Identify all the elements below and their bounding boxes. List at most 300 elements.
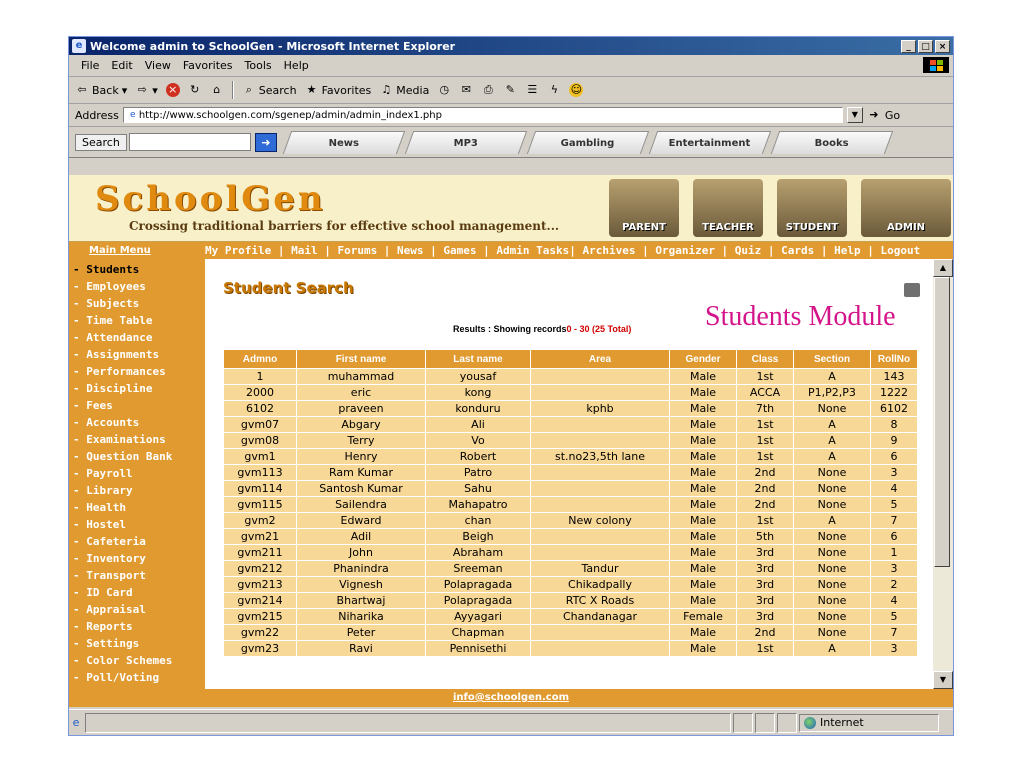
status-cell	[777, 713, 797, 733]
teacher-role-link[interactable]	[693, 179, 763, 237]
bullet-dash: -	[73, 348, 87, 361]
sidebar-item-label: Hostel	[86, 518, 126, 531]
table-cell: Ravi	[297, 641, 426, 657]
table-cell: Male	[670, 593, 737, 609]
table-cell: 6	[871, 529, 918, 545]
table-cell: 1st	[737, 513, 794, 529]
bullet-dash: -	[73, 280, 87, 293]
table-cell: Adil	[297, 529, 426, 545]
menu-view[interactable]: View	[144, 59, 171, 72]
bullet-dash: -	[73, 586, 87, 599]
table-cell: gvm211	[224, 545, 297, 561]
scroll-thumb[interactable]	[934, 277, 950, 567]
home-icon[interactable]: ⌂	[213, 83, 221, 96]
sidebar-item-employees[interactable]	[69, 278, 205, 295]
sidebar-item-label: Attendance	[86, 331, 153, 344]
sidebar-item-subjects[interactable]	[69, 295, 205, 312]
table-cell: None	[794, 497, 871, 513]
table-cell: 6	[871, 449, 918, 465]
minimize-button[interactable]: _	[901, 40, 916, 53]
table-cell: ACCA	[737, 385, 794, 401]
table-cell: Edward	[297, 513, 426, 529]
top-nav	[69, 242, 953, 259]
table-cell: muhammad	[297, 369, 426, 385]
table-cell: 1222	[871, 385, 918, 401]
sidebar-item-color-schemes[interactable]	[69, 652, 205, 669]
table-row[interactable]	[224, 513, 918, 529]
parent-role-label: PARENT	[622, 222, 666, 233]
bullet-dash: -	[73, 399, 87, 412]
table-cell: Beigh	[426, 529, 531, 545]
table-cell: gvm212	[224, 561, 297, 577]
column-header[interactable]: Gender	[670, 350, 737, 369]
table-cell: Polapragada	[426, 593, 531, 609]
table-cell: 2nd	[737, 465, 794, 481]
table-cell: 1st	[737, 369, 794, 385]
sidebar-item-attendance[interactable]	[69, 329, 205, 346]
table-cell: Male	[670, 545, 737, 561]
table-cell: Ayyagari	[426, 609, 531, 625]
sidebar-item-cafeteria[interactable]	[69, 533, 205, 550]
table-cell: gvm113	[224, 465, 297, 481]
student-role-label: STUDENT	[785, 222, 839, 233]
table-cell: gvm214	[224, 593, 297, 609]
messenger-icon[interactable]: ☺	[570, 83, 583, 96]
table-cell: gvm215	[224, 609, 297, 625]
table-cell	[531, 625, 670, 641]
table-cell: A	[794, 417, 871, 433]
bullet-dash: -	[73, 297, 87, 310]
table-cell: Ali	[426, 417, 531, 433]
sidebar-item-label: Students	[86, 263, 140, 276]
table-cell: Polapragada	[426, 577, 531, 593]
tab-news-label: News	[328, 137, 359, 148]
table-cell: Sahu	[426, 481, 531, 497]
bullet-dash: -	[73, 382, 87, 395]
table-cell: 3	[871, 641, 918, 657]
status-cell	[755, 713, 775, 733]
browser-window	[68, 36, 954, 736]
window-title: Welcome admin to SchoolGen - Microsoft Internet Explorer	[90, 39, 456, 53]
sidebar-item-library[interactable]	[69, 482, 205, 499]
lightning-icon[interactable]: ϟ	[550, 83, 558, 96]
table-cell: Mahapatro	[426, 497, 531, 513]
sidebar-item-label: Employees	[86, 280, 146, 293]
table-cell: Male	[670, 577, 737, 593]
table-cell: 4	[871, 593, 918, 609]
sidebar-item-fees[interactable]	[69, 397, 205, 414]
column-header[interactable]: Section	[794, 350, 871, 369]
search-label: Search	[258, 83, 297, 97]
table-cell: None	[794, 561, 871, 577]
tab-mp3-label: MP3	[453, 137, 478, 148]
page-icon: e	[130, 110, 136, 120]
sidebar-item-label: Inventory	[86, 552, 146, 565]
table-row[interactable]	[224, 593, 918, 609]
sidebar-item-label: Transport	[86, 569, 146, 582]
tab-gambling[interactable]	[527, 131, 649, 154]
sidebar-item-id-card[interactable]	[69, 584, 205, 601]
table-cell: 6102	[871, 401, 918, 417]
sidebar-item-question-bank[interactable]	[69, 448, 205, 465]
table-cell: A	[794, 449, 871, 465]
menu-tools[interactable]: Tools	[244, 59, 272, 72]
tab-gambling-label: Gambling	[560, 137, 615, 148]
sidebar-menu	[69, 259, 205, 689]
table-cell: Chandanagar	[531, 609, 670, 625]
sidebar-item-poll-voting[interactable]	[69, 669, 205, 686]
table-cell: P1,P2,P3	[794, 385, 871, 401]
table-cell: Phanindra	[297, 561, 426, 577]
media-button[interactable]	[379, 83, 429, 97]
main-menu-link[interactable]: Main Menu	[89, 245, 151, 256]
bullet-dash: -	[73, 314, 87, 327]
sidebar-item-payroll[interactable]	[69, 465, 205, 482]
table-cell: gvm22	[224, 625, 297, 641]
tab-entertainment-label: Entertainment	[668, 137, 751, 148]
table-cell: 143	[871, 369, 918, 385]
table-cell: 2nd	[737, 625, 794, 641]
table-cell	[531, 545, 670, 561]
table-cell: 7	[871, 625, 918, 641]
sidebar-item-inventory[interactable]	[69, 550, 205, 567]
table-cell: kphb	[531, 401, 670, 417]
results-label: Results : Showing records	[453, 324, 567, 334]
windows-logo-icon	[923, 57, 949, 73]
favorites-icon: ★	[306, 83, 317, 96]
address-bar	[69, 104, 953, 127]
site-logo[interactable]: SchoolGen	[95, 179, 326, 219]
table-row[interactable]	[224, 609, 918, 625]
table-row[interactable]	[224, 561, 918, 577]
table-cell: 8	[871, 417, 918, 433]
menu-file[interactable]: File	[81, 59, 100, 72]
edit-icon[interactable]: ✎	[505, 83, 515, 96]
bullet-dash: -	[73, 365, 87, 378]
column-header[interactable]: First name	[297, 350, 426, 369]
sidebar-item-label: Performances	[86, 365, 166, 378]
table-cell: A	[794, 513, 871, 529]
column-header[interactable]: Area	[531, 350, 670, 369]
table-cell: A	[794, 641, 871, 657]
scroll-down-button[interactable]: ▼	[933, 671, 953, 689]
table-cell: 7	[871, 513, 918, 529]
table-cell: 5	[871, 497, 918, 513]
table-cell: Male	[670, 561, 737, 577]
tab-books[interactable]	[771, 131, 893, 154]
sidebar-item-assignments[interactable]	[69, 346, 205, 363]
sidebar-item-appraisal[interactable]	[69, 601, 205, 618]
table-cell: None	[794, 577, 871, 593]
tab-news[interactable]	[283, 131, 405, 154]
table-cell: A	[794, 369, 871, 385]
close-button[interactable]: ×	[935, 40, 950, 53]
sidebar-item-reports[interactable]	[69, 618, 205, 635]
table-cell	[531, 529, 670, 545]
menu-bar	[69, 55, 953, 77]
table-cell: gvm115	[224, 497, 297, 513]
sidebar-item-settings[interactable]	[69, 635, 205, 652]
table-cell: gvm08	[224, 433, 297, 449]
table-cell: 3rd	[737, 545, 794, 561]
sidebar-item-label: Subjects	[86, 297, 140, 310]
menu-help[interactable]: Help	[283, 59, 309, 72]
table-cell: None	[794, 545, 871, 561]
column-header[interactable]: Class	[737, 350, 794, 369]
table-cell: None	[794, 625, 871, 641]
printer-icon[interactable]	[904, 283, 920, 297]
table-cell: Ram Kumar	[297, 465, 426, 481]
tab-mp3[interactable]	[405, 131, 527, 154]
table-row[interactable]	[224, 481, 918, 497]
sidebar-item-label: Settings	[86, 637, 140, 650]
scroll-up-button[interactable]: ▲	[933, 259, 953, 277]
table-cell	[531, 433, 670, 449]
bullet-dash: -	[73, 620, 87, 633]
table-cell: 2nd	[737, 497, 794, 513]
table-cell: Male	[670, 481, 737, 497]
search-button[interactable]	[242, 83, 297, 97]
sidebar-item-health[interactable]	[69, 499, 205, 516]
sidebar-item-label: Health	[86, 501, 126, 514]
table-row[interactable]	[224, 417, 918, 433]
table-cell: Peter	[297, 625, 426, 641]
table-row[interactable]	[224, 497, 918, 513]
top-nav-links[interactable]: My Profile | Mail | Forums | News | Games | Admin Tasks| Archives | Organizer | Quiz | Cards | Help | Logout	[205, 244, 921, 257]
table-cell: Abraham	[426, 545, 531, 561]
site-tagline: Crossing traditional barriers for effective school management...	[129, 219, 560, 233]
table-cell: None	[794, 465, 871, 481]
table-row[interactable]	[224, 385, 918, 401]
table-cell: gvm07	[224, 417, 297, 433]
bullet-dash: -	[73, 603, 87, 616]
bullet-dash: -	[73, 654, 87, 667]
table-cell: Bhartwaj	[297, 593, 426, 609]
table-cell: Male	[670, 433, 737, 449]
table-cell	[531, 417, 670, 433]
table-cell: gvm114	[224, 481, 297, 497]
parent-role-link[interactable]	[609, 179, 679, 237]
bullet-dash: -	[73, 535, 87, 548]
page-title: Student Search	[223, 279, 354, 297]
table-cell: gvm213	[224, 577, 297, 593]
sidebar-item-hostel[interactable]	[69, 516, 205, 533]
forward-button[interactable]	[135, 83, 158, 97]
back-button[interactable]	[75, 83, 127, 97]
table-cell: 1	[224, 369, 297, 385]
sidebar-item-accounts[interactable]	[69, 414, 205, 431]
history-icon[interactable]: ◷	[439, 83, 450, 96]
address-dropdown-button[interactable]: ▼	[847, 107, 863, 123]
print-icon[interactable]: ⎙	[483, 83, 493, 96]
mail-icon[interactable]: ✉	[461, 83, 471, 96]
search-toolbar-input[interactable]	[129, 133, 251, 151]
title-bar	[69, 37, 953, 55]
table-cell: Male	[670, 513, 737, 529]
menu-favorites[interactable]: Favorites	[182, 59, 233, 72]
teacher-role-label: TEACHER	[702, 222, 754, 233]
table-cell: 4	[871, 481, 918, 497]
bullet-dash: -	[73, 450, 87, 463]
table-cell: Tandur	[531, 561, 670, 577]
search-toolbar-label: Search	[75, 134, 127, 151]
table-cell: None	[794, 609, 871, 625]
table-cell: Terry	[297, 433, 426, 449]
table-cell: Male	[670, 369, 737, 385]
table-cell: Patro	[426, 465, 531, 481]
table-cell: 5	[871, 609, 918, 625]
table-cell: None	[794, 481, 871, 497]
sidebar-item-performances[interactable]	[69, 363, 205, 380]
table-cell	[531, 385, 670, 401]
sidebar-item-examinations[interactable]	[69, 431, 205, 448]
refresh-icon[interactable]: ↻	[190, 83, 200, 96]
tab-books-label: Books	[814, 137, 849, 148]
bullet-dash: -	[73, 416, 87, 429]
table-cell: Male	[670, 401, 737, 417]
table-cell: Sreeman	[426, 561, 531, 577]
status-cell	[733, 713, 753, 733]
address-input[interactable]	[123, 107, 843, 123]
maximize-button[interactable]: □	[918, 40, 933, 53]
admin-role-link[interactable]	[861, 179, 951, 237]
address-label: Address	[75, 108, 119, 122]
bullet-dash: -	[73, 552, 87, 565]
back-label: Back	[92, 83, 119, 97]
table-cell: New colony	[531, 513, 670, 529]
table-cell: 3rd	[737, 577, 794, 593]
page-status-icon: e	[72, 715, 80, 729]
table-row[interactable]	[224, 401, 918, 417]
standard-toolbar	[69, 77, 953, 104]
table-row[interactable]	[224, 577, 918, 593]
table-cell: 1st	[737, 417, 794, 433]
table-row[interactable]	[224, 433, 918, 449]
discuss-icon[interactable]: ☰	[527, 83, 538, 96]
table-cell: Vo	[426, 433, 531, 449]
table-cell: Male	[670, 449, 737, 465]
table-row[interactable]	[224, 625, 918, 641]
table-cell	[531, 369, 670, 385]
search-icon: ⌕	[245, 83, 252, 96]
bullet-dash: -	[73, 263, 87, 276]
sidebar-item-transport[interactable]	[69, 567, 205, 584]
table-row[interactable]	[224, 545, 918, 561]
table-cell: praveen	[297, 401, 426, 417]
sidebar-item-label: Fees	[86, 399, 113, 412]
sidebar-item-label: Reports	[86, 620, 133, 633]
table-cell: Sailendra	[297, 497, 426, 513]
table-cell: 3rd	[737, 561, 794, 577]
table-cell: 3rd	[737, 609, 794, 625]
stop-icon[interactable]: ×	[166, 83, 180, 97]
results-summary	[453, 324, 631, 334]
sidebar-item-label: ID Card	[86, 586, 133, 599]
bullet-dash: -	[73, 569, 87, 582]
table-cell: Henry	[297, 449, 426, 465]
bullet-dash: -	[73, 433, 87, 446]
table-cell: Robert	[426, 449, 531, 465]
column-header[interactable]: Last name	[426, 350, 531, 369]
sidebar-item-students[interactable]	[69, 261, 205, 278]
table-cell: 5th	[737, 529, 794, 545]
sidebar-item-label: Library	[86, 484, 133, 497]
footer-email-link[interactable]: info@schoolgen.com	[69, 689, 953, 707]
go-label[interactable]: Go	[884, 108, 901, 122]
forward-arrow-icon: ⇨	[137, 83, 147, 96]
table-row[interactable]	[224, 529, 918, 545]
table-cell: Niharika	[297, 609, 426, 625]
role-photos	[609, 179, 953, 237]
table-cell: 2	[871, 577, 918, 593]
student-role-link[interactable]	[777, 179, 847, 237]
table-cell: 3	[871, 561, 918, 577]
table-cell	[531, 641, 670, 657]
table-row[interactable]	[224, 449, 918, 465]
table-cell: Santosh Kumar	[297, 481, 426, 497]
vertical-scrollbar[interactable]	[933, 259, 953, 689]
sidebar-item-label: Poll/Voting	[86, 671, 160, 684]
table-cell: None	[794, 401, 871, 417]
bullet-dash: -	[73, 637, 87, 650]
table-cell: None	[794, 529, 871, 545]
bullet-dash: -	[73, 484, 87, 497]
table-cell: Male	[670, 417, 737, 433]
table-cell: Male	[670, 385, 737, 401]
sidebar-item-discipline[interactable]	[69, 380, 205, 397]
table-cell: Vignesh	[297, 577, 426, 593]
go-arrow-icon[interactable]: ➜	[869, 108, 879, 121]
table-row[interactable]	[224, 641, 918, 657]
table-cell: 2nd	[737, 481, 794, 497]
table-cell: 7th	[737, 401, 794, 417]
table-row[interactable]	[224, 369, 918, 385]
sidebar-item-time-table[interactable]	[69, 312, 205, 329]
table-cell: 1	[871, 545, 918, 561]
column-header[interactable]: Admno	[224, 350, 297, 369]
sidebar-item-label: Payroll	[86, 467, 133, 480]
table-cell: Abgary	[297, 417, 426, 433]
tab-entertainment[interactable]	[649, 131, 771, 154]
chevron-down-icon: ▾	[121, 83, 128, 97]
globe-icon	[804, 717, 816, 729]
page-content	[69, 175, 953, 707]
bullet-dash: -	[73, 501, 87, 514]
table-cell: Male	[670, 641, 737, 657]
toolbar-separator	[232, 81, 234, 99]
table-cell: Female	[670, 609, 737, 625]
bullet-dash: -	[73, 671, 87, 684]
table-row[interactable]	[224, 465, 918, 481]
table-cell: 3rd	[737, 593, 794, 609]
search-go-button[interactable]: ➜	[255, 133, 277, 152]
status-bar	[69, 709, 953, 735]
table-cell: chan	[426, 513, 531, 529]
table-cell: gvm1	[224, 449, 297, 465]
column-header[interactable]: RollNo	[871, 350, 918, 369]
sidebar-item-label: Discipline	[86, 382, 153, 395]
favorites-button[interactable]	[305, 83, 372, 97]
sidebar-item-label: Assignments	[86, 348, 160, 361]
table-header-row	[224, 350, 918, 369]
table-cell: 1st	[737, 433, 794, 449]
table-cell	[531, 497, 670, 513]
admin-role-label: ADMIN	[886, 222, 926, 233]
media-label: Media	[396, 83, 430, 97]
table-cell: 3	[871, 465, 918, 481]
menu-edit[interactable]: Edit	[111, 59, 133, 72]
table-cell: RTC X Roads	[531, 593, 670, 609]
